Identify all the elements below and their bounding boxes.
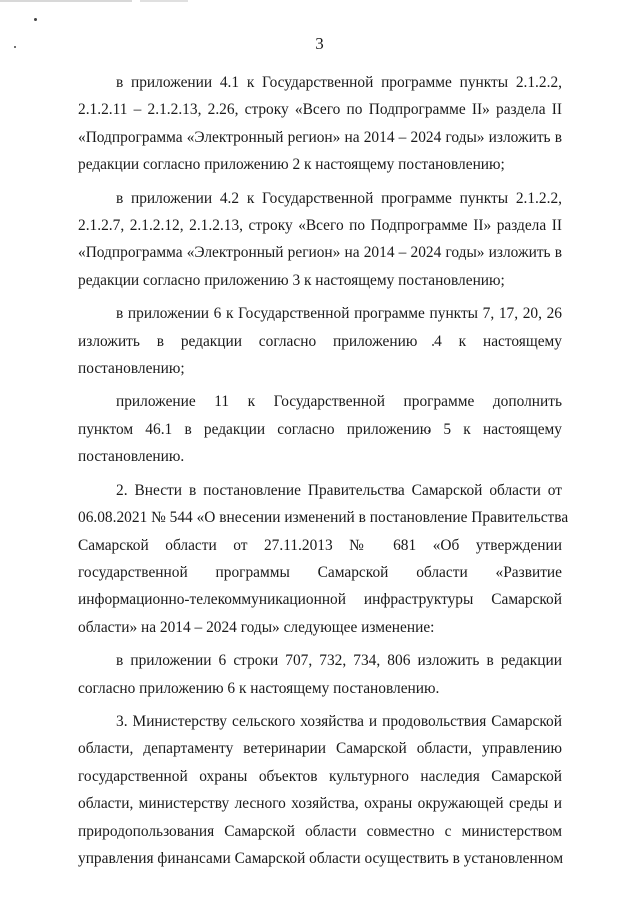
paragraph <box>78 69 562 179</box>
text-line: государственной программы Самарской области «Развитие <box>78 563 562 581</box>
text-line: 2.1.2.7, 2.1.2.12, 2.1.2.13, строку «Всего по Подпрограмме II» раздела II <box>78 217 562 235</box>
text-line: в приложении 4.2 к Государственной программе пункты 2.1.2.2, <box>116 189 562 207</box>
text-line: в приложении 6 строки 707, 732, 734, 806 изложить в редакции <box>116 652 562 670</box>
text-line: редакции согласно приложению 3 к настоящему постановлению; <box>78 271 505 289</box>
scan-artifact-line <box>140 0 188 2</box>
text-line: области, министерству лесного хозяйства, охраны окружающей среды и <box>78 795 562 813</box>
text-line: 3. Министерству сельского хозяйства и продовольствия Самарской <box>116 712 562 730</box>
paragraph <box>78 185 562 295</box>
paragraph <box>78 708 562 872</box>
text-line: пунктом 46.1 в редакции согласно приложению 5 к настоящему <box>78 420 562 438</box>
text-line: редакции согласно приложению 2 к настоящему постановлению; <box>78 156 505 174</box>
text-line: природопользования Самарской области совместно с министерством <box>78 822 562 840</box>
paragraph <box>78 477 569 641</box>
text-line: управления финансами Самарской области осуществить в установленном <box>78 849 564 867</box>
text-line: «Подпрограмма «Электронный регион» на 2014 – 2024 годы» изложить в <box>78 128 562 146</box>
scan-artifact-dot <box>34 18 37 21</box>
text-line: «Подпрограмма «Электронный регион» на 2014 – 2024 годы» изложить в <box>78 244 562 262</box>
text-line: 2.1.2.11 – 2.1.2.13, 2.26, строку «Всего по Подпрограмме II» раздела II <box>78 101 562 119</box>
text-line: приложение 11 к Государственной программе дополнить <box>116 393 562 411</box>
text-line: информационно-телекоммуникационной инфраструктуры Самарской <box>78 591 562 609</box>
text-line: государственной охраны объектов культурного наследия Самарской <box>78 767 562 785</box>
scan-artifact-line <box>0 0 132 2</box>
document-body <box>78 69 569 872</box>
text-line: постановлению. <box>78 448 185 466</box>
text-line: Самарской области от 27.11.2013 № 681 «Об утверждении <box>78 536 562 554</box>
text-line: области» на 2014 – 2024 годы» следующее изменение: <box>78 618 435 636</box>
text-line: области, департаменту ветеринарии Самарской области, управлению <box>78 740 562 758</box>
paragraph <box>78 388 562 470</box>
text-line: в приложении 4.1 к Государственной программе пункты 2.1.2.2, <box>116 74 562 91</box>
text-line: изложить в редакции согласно приложению 4 к настоящему <box>78 332 562 350</box>
paragraph <box>78 647 562 702</box>
page-number: 3 <box>315 34 324 53</box>
text-line: в приложении 6 к Государственной программе пункты 7, 17, 20, 26 <box>116 305 562 323</box>
text-line: 06.08.2021 № 544 «О внесении изменений в постановление Правительства <box>78 509 569 527</box>
text-line: постановлению; <box>78 360 185 378</box>
text-line: согласно приложению 6 к настоящему постановлению. <box>78 679 440 697</box>
paragraph <box>78 300 562 382</box>
text-line: 2. Внести в постановление Правительства Самарской области от <box>116 481 562 499</box>
